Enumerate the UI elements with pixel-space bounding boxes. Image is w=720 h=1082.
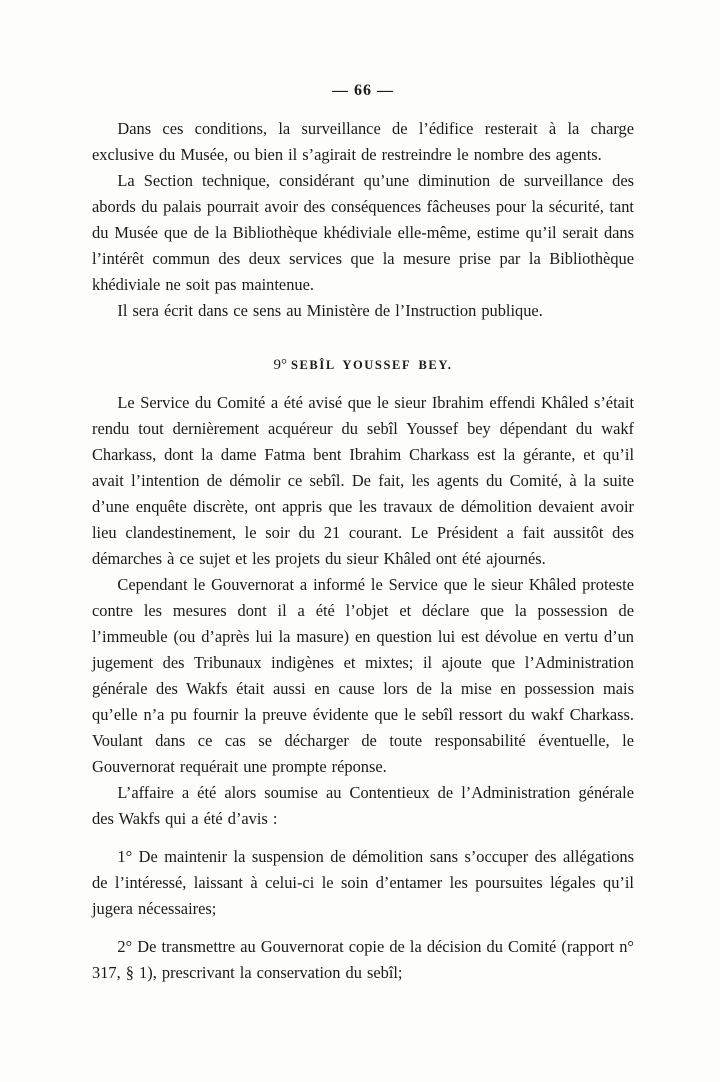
page-number: — 66 — (332, 82, 394, 99)
ordered-item: 1° De maintenir la suspension de démolition sans s’occuper des allégations de l’intéressé, laissant à celui-ci le soin d’entamer les poursuites légales qu’il jugera nécessaires; (92, 847, 634, 918)
paragraph: L’affaire a été alors soumise au Contentieux de l’Administration générale des Wakfs qui a été d’avis : (92, 783, 634, 828)
section-heading (92, 356, 634, 374)
paragraph: La Section technique, considérant qu’une diminution de surveillance des abords du palais pourrait avoir des conséquences fâcheuses pour la sécurité, tant du Musée que de la Bibliothèque khédiviale elle-même, estime qu’il serait dans l’intérêt commun des deux services que la mesure prise par la Bibliothèque khédiviale ne soit pas maintenue. (92, 171, 634, 294)
paragraph: Cependant le Gouvernorat a informé le Service que le sieur Khâled proteste contre les mesures dont il a été l’objet et déclare que la possession de l’immeuble (ou d’après lui la masure) en question lui est dévolue en vertu d’un jugement des Tribunaux indigènes et mixtes; il ajoute que l’Administration générale des Wakfs était aussi en cause lors de la mise en possession mais qu’elle n’a pu fournir la preuve évidente que le sebîl ressort du wakf Charkass. Voulant dans ce cas se décharger de toute responsabilité éventuelle, le Gouvernorat requérait une prompte réponse. (92, 575, 634, 776)
section-heading-title: SEBÎL YOUSSEF BEY. (290, 358, 453, 372)
paragraph: Le Service du Comité a été avisé que le sieur Ibrahim effendi Khâled s’était rendu tout dernièrement acquéreur du sebîl Youssef bey dépendant du wakf Charkass, dont la dame Fatma bent Ibrahim Charkass est la gérante, et qu’il avait l’intention de démolir ce sebîl. De fait, les agents du Comité, à la suite d’une enquête discrète, ont appris que les travaux de démolition devaient avoir lieu clandestinement, le soir du 21 courant. Le Président a fait aussitôt des démarches à ce sujet et les projets du sieur Khâled ont été ajournés. (92, 393, 634, 568)
paragraph: Il sera écrit dans ce sens au Ministère de l’Instruction publique. (117, 301, 543, 320)
paragraph: Dans ces conditions, la surveillance de l’édifice resterait à la charge exclusive du Musée, ou bien il s’agirait de restreindre le nombre des agents. (92, 119, 634, 164)
page-content (92, 82, 634, 986)
section-heading-number: 9° (273, 357, 287, 373)
ordered-item: 2° De transmettre au Gouvernorat copie de la décision du Comité (rapport n° 317, § 1), prescrivant la conservation du sebîl; (92, 937, 634, 982)
